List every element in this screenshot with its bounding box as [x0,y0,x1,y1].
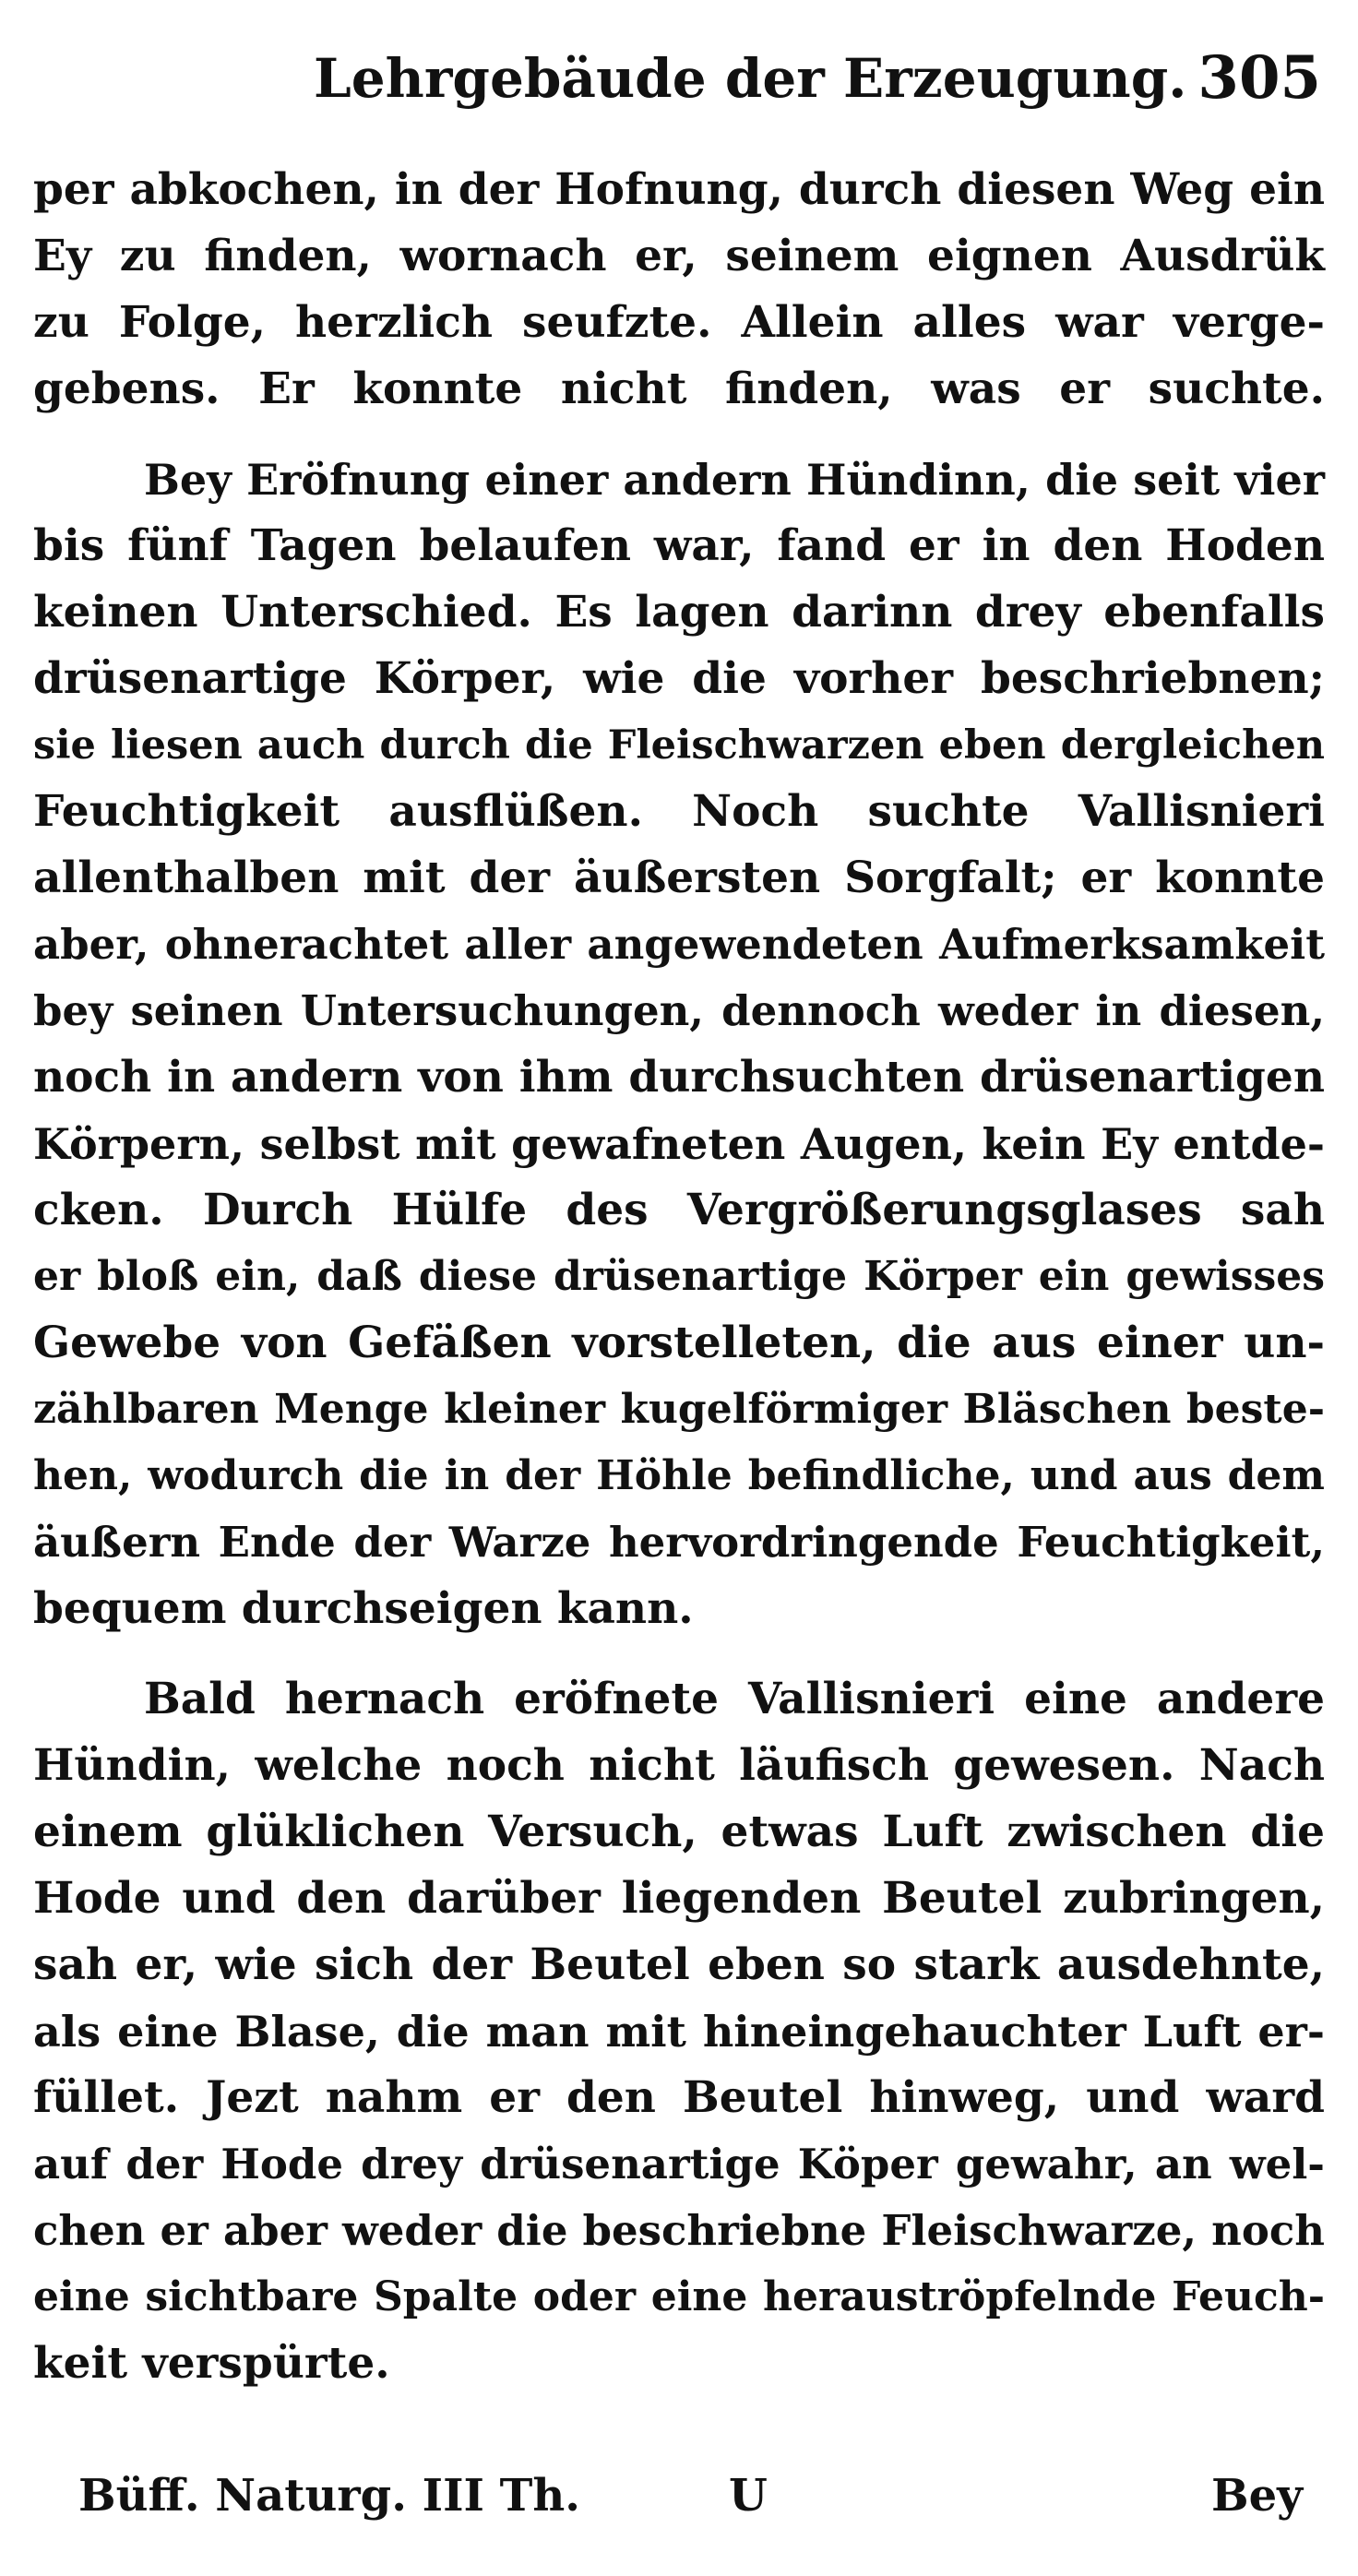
text-line: Hündin, welche noch nicht läufisch gewesen. Nach [33,1740,1325,1791]
text-line: Körpern, selbst mit gewafneten Augen, kein Ey entde- [33,1119,1325,1169]
paragraph-1 [33,157,1325,423]
text-line: Hode und den darüber liegenden Beutel zubringen, [33,1873,1325,1924]
text-line: bequem durchseigen kann. [33,1583,694,1634]
sheet-mark: U [729,2470,768,2522]
text-line: chen er aber weder die beschriebne Fleischwarze, noch [33,2206,1325,2255]
text-line: zu Folge, herzlich seufzte. Allein alles war verge- [33,297,1325,348]
running-title: Lehrgebäude der Erzeugung. [314,47,1187,110]
paragraph-2 [33,447,1325,1642]
text-line: per abkochen, in der Hofnung, durch diesen Weg ein [33,164,1325,215]
body-text [33,157,1325,2421]
text-line: noch in andern von ihm durchsuchten drüsenartigen [33,1052,1325,1103]
text-line: bey seinen Untersuchungen, dennoch weder in diesen, [33,986,1325,1035]
running-head [0,28,1358,129]
text-line: einem glüklichen Versuch, etwas Luft zwischen die [33,1807,1325,1857]
text-line: sie liesen auch durch die Fleischwarzen eben dergleichen [33,722,1325,769]
text-line: hen, wodurch die in der Höhle befindliche, und aus dem [33,1452,1325,1499]
text-line: Gewebe von Gefäßen vorstelleten, die aus einer un- [33,1318,1325,1368]
page-number: 305 [1197,43,1321,113]
text-line: bis fünf Tagen belaufen war, fand er in den Hoden [33,520,1325,571]
paragraph-3 [33,1666,1325,2397]
text-line: Feuchtigkeit ausflüßen. Noch suchte Vallisnieri [33,786,1325,837]
text-line: keinen Unterschied. Es lagen darinn drey ebenfalls [33,587,1325,638]
text-line: äußern Ende der Warze hervordringende Feuchtigkeit, [33,1518,1325,1567]
text-line: füllet. Jezt nahm er den Beutel hinweg, und ward [33,2072,1325,2123]
catchword: Bey [1211,2470,1303,2522]
text-line: keit verspürte. [33,2338,390,2389]
text-line: eine sichtbare Spalte oder eine herauströpfelnde Feuch- [33,2273,1325,2320]
text-line: aber, ohnerachtet aller angewendeten Aufmerksamkeit [33,920,1325,969]
text-line: Bald hernach eröfnete Vallisnieri eine andere [144,1674,1325,1724]
text-line: zählbaren Menge kleiner kugelförmiger Bläschen beste- [33,1386,1325,1433]
text-line: cken. Durch Hülfe des Vergrößerungsglases sah [33,1185,1325,1235]
text-line: auf der Hode drey drüsenartige Köper gewahr, an wel- [33,2140,1325,2188]
text-line: gebens. Er konnte nicht finden, was er suchte. [33,364,1325,414]
text-line: allenthalben mit der äußersten Sorgfalt; er konnte [33,853,1325,903]
page-footer [0,2454,1358,2537]
text-line: drüsenartige Körper, wie die vorher beschriebnen; [33,653,1325,704]
printer-signature: Büff. Naturg. III Th. [78,2470,581,2522]
text-line: sah er, wie sich der Beutel eben so stark ausdehnte, [33,1939,1325,1990]
text-line: Bey Eröfnung einer andern Hündinn, die seit vier [144,455,1325,505]
text-line: er bloß ein, daß diese drüsenartige Körper ein gewisses [33,1253,1325,1300]
text-line: als eine Blase, die man mit hineingehauchter Luft er- [33,2007,1325,2057]
text-line: Ey zu finden, wornach er, seinem eignen Ausdrük [33,231,1325,281]
